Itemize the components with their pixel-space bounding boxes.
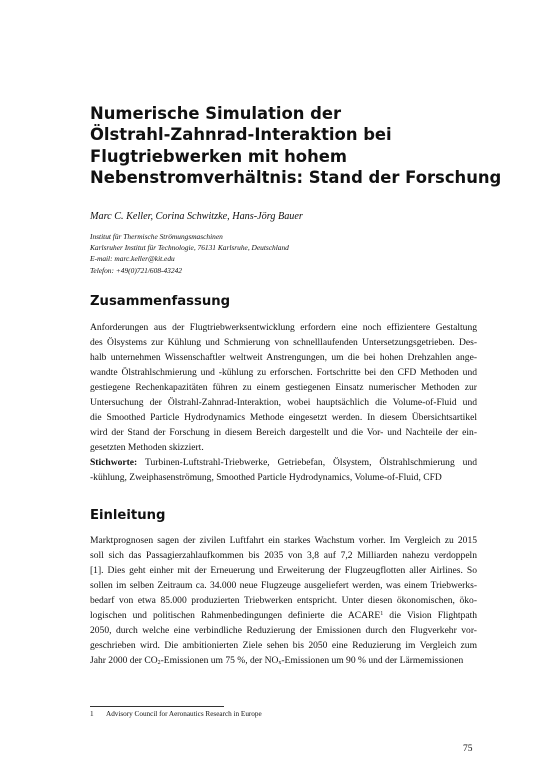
text-segment: Jahr 2000 der CO	[90, 655, 158, 666]
footnote-ref: 1	[380, 611, 384, 617]
introduction-paragraph	[90, 533, 477, 668]
subscript: 2	[157, 660, 161, 666]
keywords-line: -kühlung, Zweiphasenströmung, Smoothed Particle Hydrodynamics, Volume-of-Fluid, CFD	[90, 472, 442, 483]
text-segment: logischen und politischen Rahmenbedingungen definierte die ACARE	[90, 610, 381, 621]
text-line: wandte Ölstrahlschmierung und -kühlung zu erforschen. Fortschritte bei den CFD Methoden und	[90, 367, 477, 378]
text-line: Anforderungen aus der Flugtriebwerksentwicklung erfordern eine noch effizientere Gestaltung	[90, 322, 477, 333]
page-number: 75	[463, 744, 473, 754]
keywords-paragraph	[90, 455, 477, 485]
paper-title	[90, 103, 502, 188]
text-line: 2050, durch welche eine verbindliche Reduzierung der Emissionen durch den Flugverkehr vor-	[90, 625, 477, 636]
text-line: bedarf von etwa 85.000 produzierten Triebwerken entspricht. Unter diesen ökonomischen, öko-	[90, 595, 477, 606]
text-line: Untersuchung der Ölstrahl-Zahnrad-Interaktion, wobei hauptsächlich die Volume-of-Fluid und	[90, 397, 477, 408]
text-line: des Ölsystems zur Kühlung und Schmierung von schnelllaufenden Untersetzungsgetrieben. Des-	[90, 337, 477, 348]
footnote-mark: 1	[90, 710, 94, 718]
introduction-heading: Einleitung	[90, 508, 166, 523]
abstract-heading: Zusammenfassung	[90, 294, 231, 309]
affiliation-block	[90, 231, 289, 276]
title-line: Nebenstromverhältnis: Stand der Forschung	[90, 167, 502, 187]
keywords-label: Stichworte:	[90, 457, 138, 468]
text-line: soll sich das Passagierzahlaufkommen bis 2035 von 3,8 auf 7,2 Milliarden nahezu verdoppeln	[90, 550, 477, 561]
text-line: sollen im selben Zeitraum ca. 34.000 neue Flugzeuge ausgeliefert werden, was einem Triebwerks-	[90, 580, 477, 591]
title-line: Numerische Simulation der	[90, 104, 342, 123]
text-segment: die Vision Flightpath	[383, 610, 477, 621]
abstract-paragraph	[90, 320, 477, 455]
author-list: Marc C. Keller, Corina Schwitzke, Hans-Jörg Bauer	[90, 211, 303, 222]
subscript: x	[278, 660, 282, 666]
text-line	[90, 653, 477, 668]
text-line: halb unternehmen Wissenschaftler weltweit Anstrengungen, um die bei hohen Drehzahlen ange-	[90, 352, 477, 363]
text-line: geschrieben wird. Die ambitionierten Ziele sehen bis 2050 eine Reduzierung im Vergleich zum	[90, 640, 477, 651]
text-segment: -Emissionen um 75 %, der NO	[160, 655, 279, 666]
text-line: die Smoothed Particle Hydrodynamics Methode eingesetzt werden. In diesem Übersichtsartikel	[90, 412, 477, 423]
text-line: gesetzten Methoden skizziert.	[90, 442, 204, 453]
footnote	[90, 710, 262, 718]
affiliation-email: E-mail: marc.keller@kit.edu	[90, 254, 175, 264]
text-line: [1]. Dies geht einher mit der Erneuerung und Erweiterung der Flugzeugflotten aller Airlines. So	[90, 565, 477, 576]
affiliation-line: Karlsruher Institut für Technologie, 76131 Karlsruhe, Deutschland	[90, 243, 289, 253]
text-line: Marktprognosen sagen der zivilen Luftfahrt ein starkes Wachstum vorher. Im Vergleich zu 2015	[90, 535, 477, 546]
text-line	[90, 608, 477, 623]
keywords-line	[90, 455, 477, 470]
footnote-divider	[90, 706, 224, 707]
title-line: Flugtriebwerken mit hohem	[90, 146, 347, 166]
affiliation-phone: Telefon: +49(0)721/608-43242	[90, 265, 182, 275]
text-line: wird der Stand der Forschung in diesem Bereich dargestellt und die Vor- und Nachteile der ein-	[90, 427, 477, 438]
affiliation-line: Institut für Thermische Strömungsmaschinen	[90, 232, 223, 241]
keywords-text: Turbinen-Luftstrahl-Triebwerke, Getriebefan, Ölsystem, Ölstrahlschmierung und	[137, 457, 477, 468]
text-segment: -Emissionen um 90 % und der Lärmemissionen	[281, 655, 464, 666]
footnote-text: Advisory Council for Aeronautics Research in Europe	[106, 710, 262, 718]
text-line: gestiegene Rechenkapazitäten führen zu einem gestiegenen Einsatz numerischer Methoden zur	[90, 382, 477, 393]
title-line: Ölstrahl-Zahnrad-Interaktion bei	[90, 125, 392, 145]
